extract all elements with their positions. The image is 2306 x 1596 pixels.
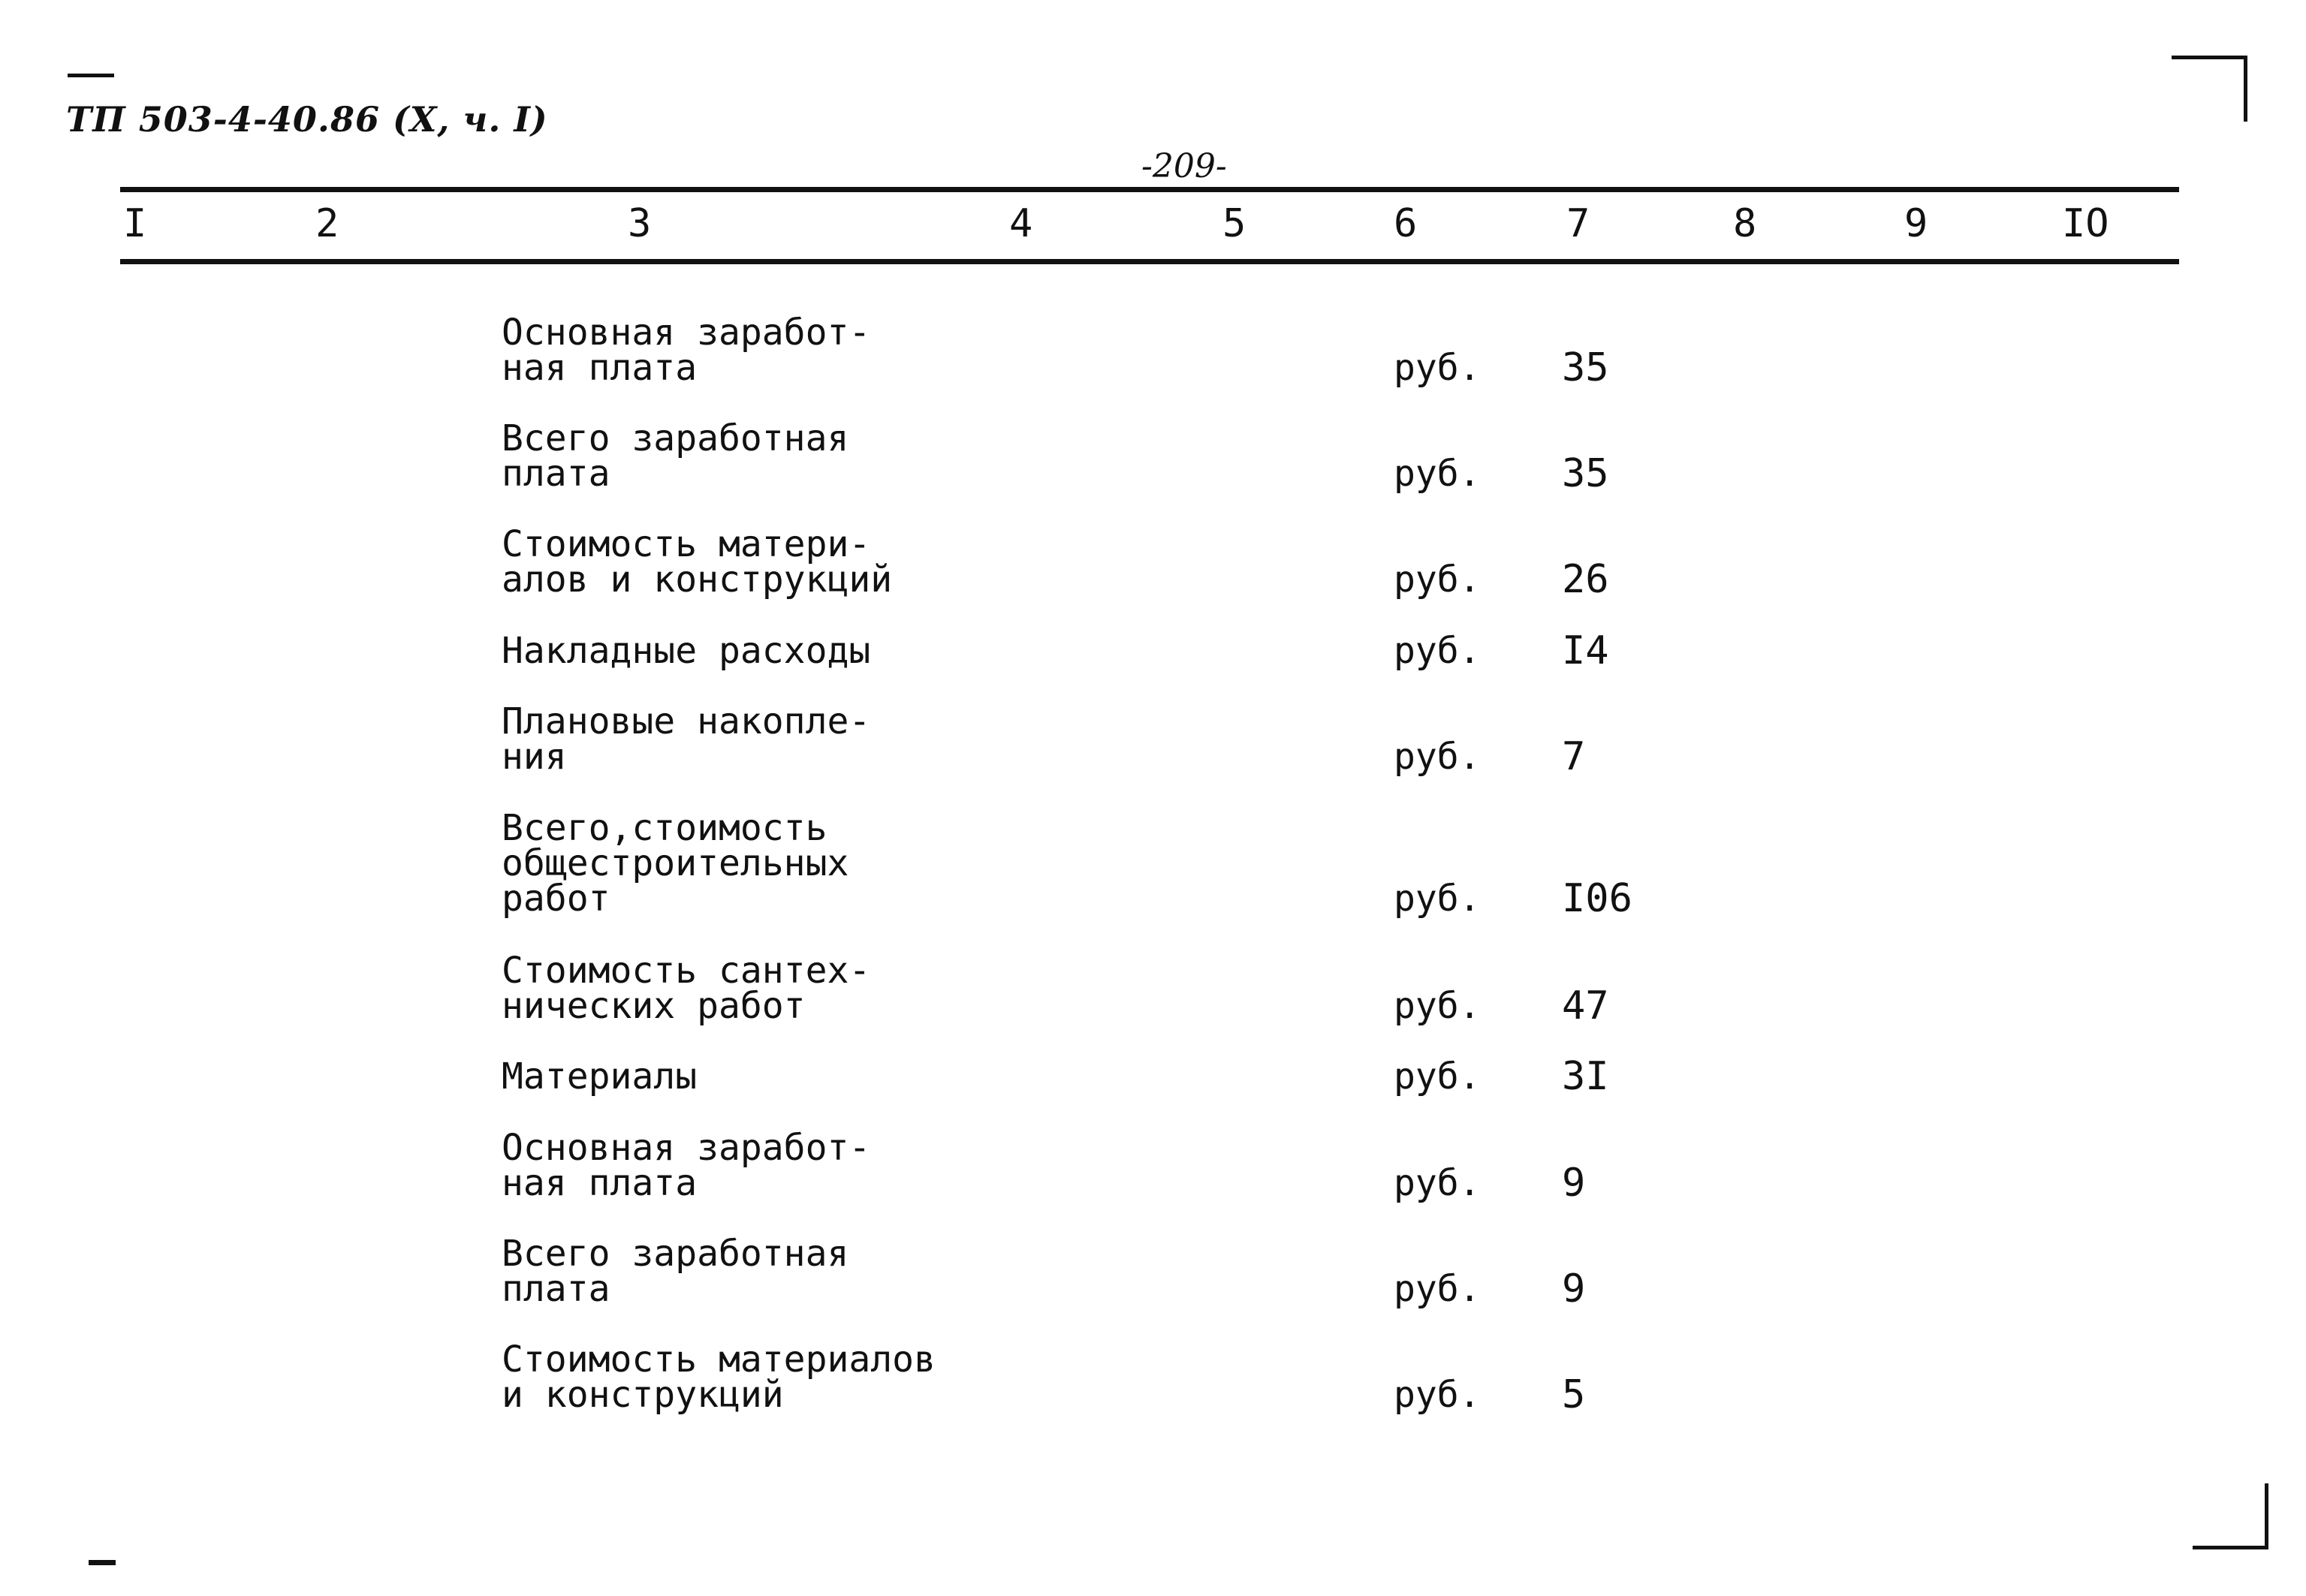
row-unit: руб. xyxy=(1394,1055,1481,1098)
row-value: 26 xyxy=(1562,557,1609,602)
stamp-overline xyxy=(68,74,114,77)
row-description: Материалы xyxy=(502,1055,698,1098)
corner-mark-bottom-right-vertical xyxy=(2265,1483,2268,1549)
row-description: Всего заработная плата xyxy=(502,417,849,495)
row-unit: руб. xyxy=(1394,985,1481,1027)
row-value: 35 xyxy=(1562,451,1609,496)
column-number: 3 xyxy=(628,201,652,246)
row-value: I4 xyxy=(1562,628,1609,673)
row-unit: руб. xyxy=(1394,559,1481,601)
row-unit: руб. xyxy=(1394,736,1481,778)
row-value: 35 xyxy=(1562,345,1609,390)
column-number: 9 xyxy=(1904,201,1928,246)
margin-dash-mark xyxy=(89,1560,116,1565)
row-description: Стоимость материалов и конструкций xyxy=(502,1339,936,1416)
row-description: Плановые накопле- ния xyxy=(502,700,871,778)
column-number: 6 xyxy=(1394,201,1418,246)
row-description: Всего заработная плата xyxy=(502,1233,849,1310)
column-number: IO xyxy=(2062,201,2109,246)
row-value: 7 xyxy=(1562,734,1586,779)
row-description: Основная заработ- ная плата xyxy=(502,312,871,389)
column-number: 7 xyxy=(1566,201,1590,246)
row-unit: руб. xyxy=(1394,630,1481,672)
column-number: 4 xyxy=(1009,201,1033,246)
row-value: 3I xyxy=(1562,1054,1609,1099)
column-number: 2 xyxy=(315,201,339,246)
row-description: Накладные расходы xyxy=(502,630,871,672)
table-top-rule xyxy=(120,187,2179,192)
row-description: Всего,стоимость общестроительных работ xyxy=(502,807,849,920)
row-unit: руб. xyxy=(1394,878,1481,920)
row-unit: руб. xyxy=(1394,1162,1481,1204)
row-unit: руб. xyxy=(1394,1268,1481,1310)
row-value: 5 xyxy=(1562,1372,1586,1417)
column-number: 8 xyxy=(1733,201,1757,246)
corner-mark-bottom-right xyxy=(2193,1546,2268,1549)
row-description: Стоимость сантех- нических работ xyxy=(502,950,871,1027)
table-header-rule xyxy=(120,259,2179,264)
row-unit: руб. xyxy=(1394,1374,1481,1416)
row-value: 9 xyxy=(1562,1266,1586,1311)
corner-mark-top-right-vertical xyxy=(2244,56,2247,122)
row-description: Стоимость матери- алов и конструкций xyxy=(502,523,893,601)
page-number: -209- xyxy=(1141,147,1227,185)
row-unit: руб. xyxy=(1394,453,1481,495)
column-number: 5 xyxy=(1222,201,1246,246)
row-value: I06 xyxy=(1562,876,1632,921)
corner-mark-top-right xyxy=(2172,56,2247,59)
row-description: Основная заработ- ная плата xyxy=(502,1127,871,1204)
column-number: I xyxy=(123,201,147,246)
document-code: ТП 503-4-40.86 (Х, ч. I) xyxy=(66,99,548,140)
row-value: 9 xyxy=(1562,1161,1586,1206)
row-unit: руб. xyxy=(1394,347,1481,389)
row-value: 47 xyxy=(1562,983,1609,1028)
